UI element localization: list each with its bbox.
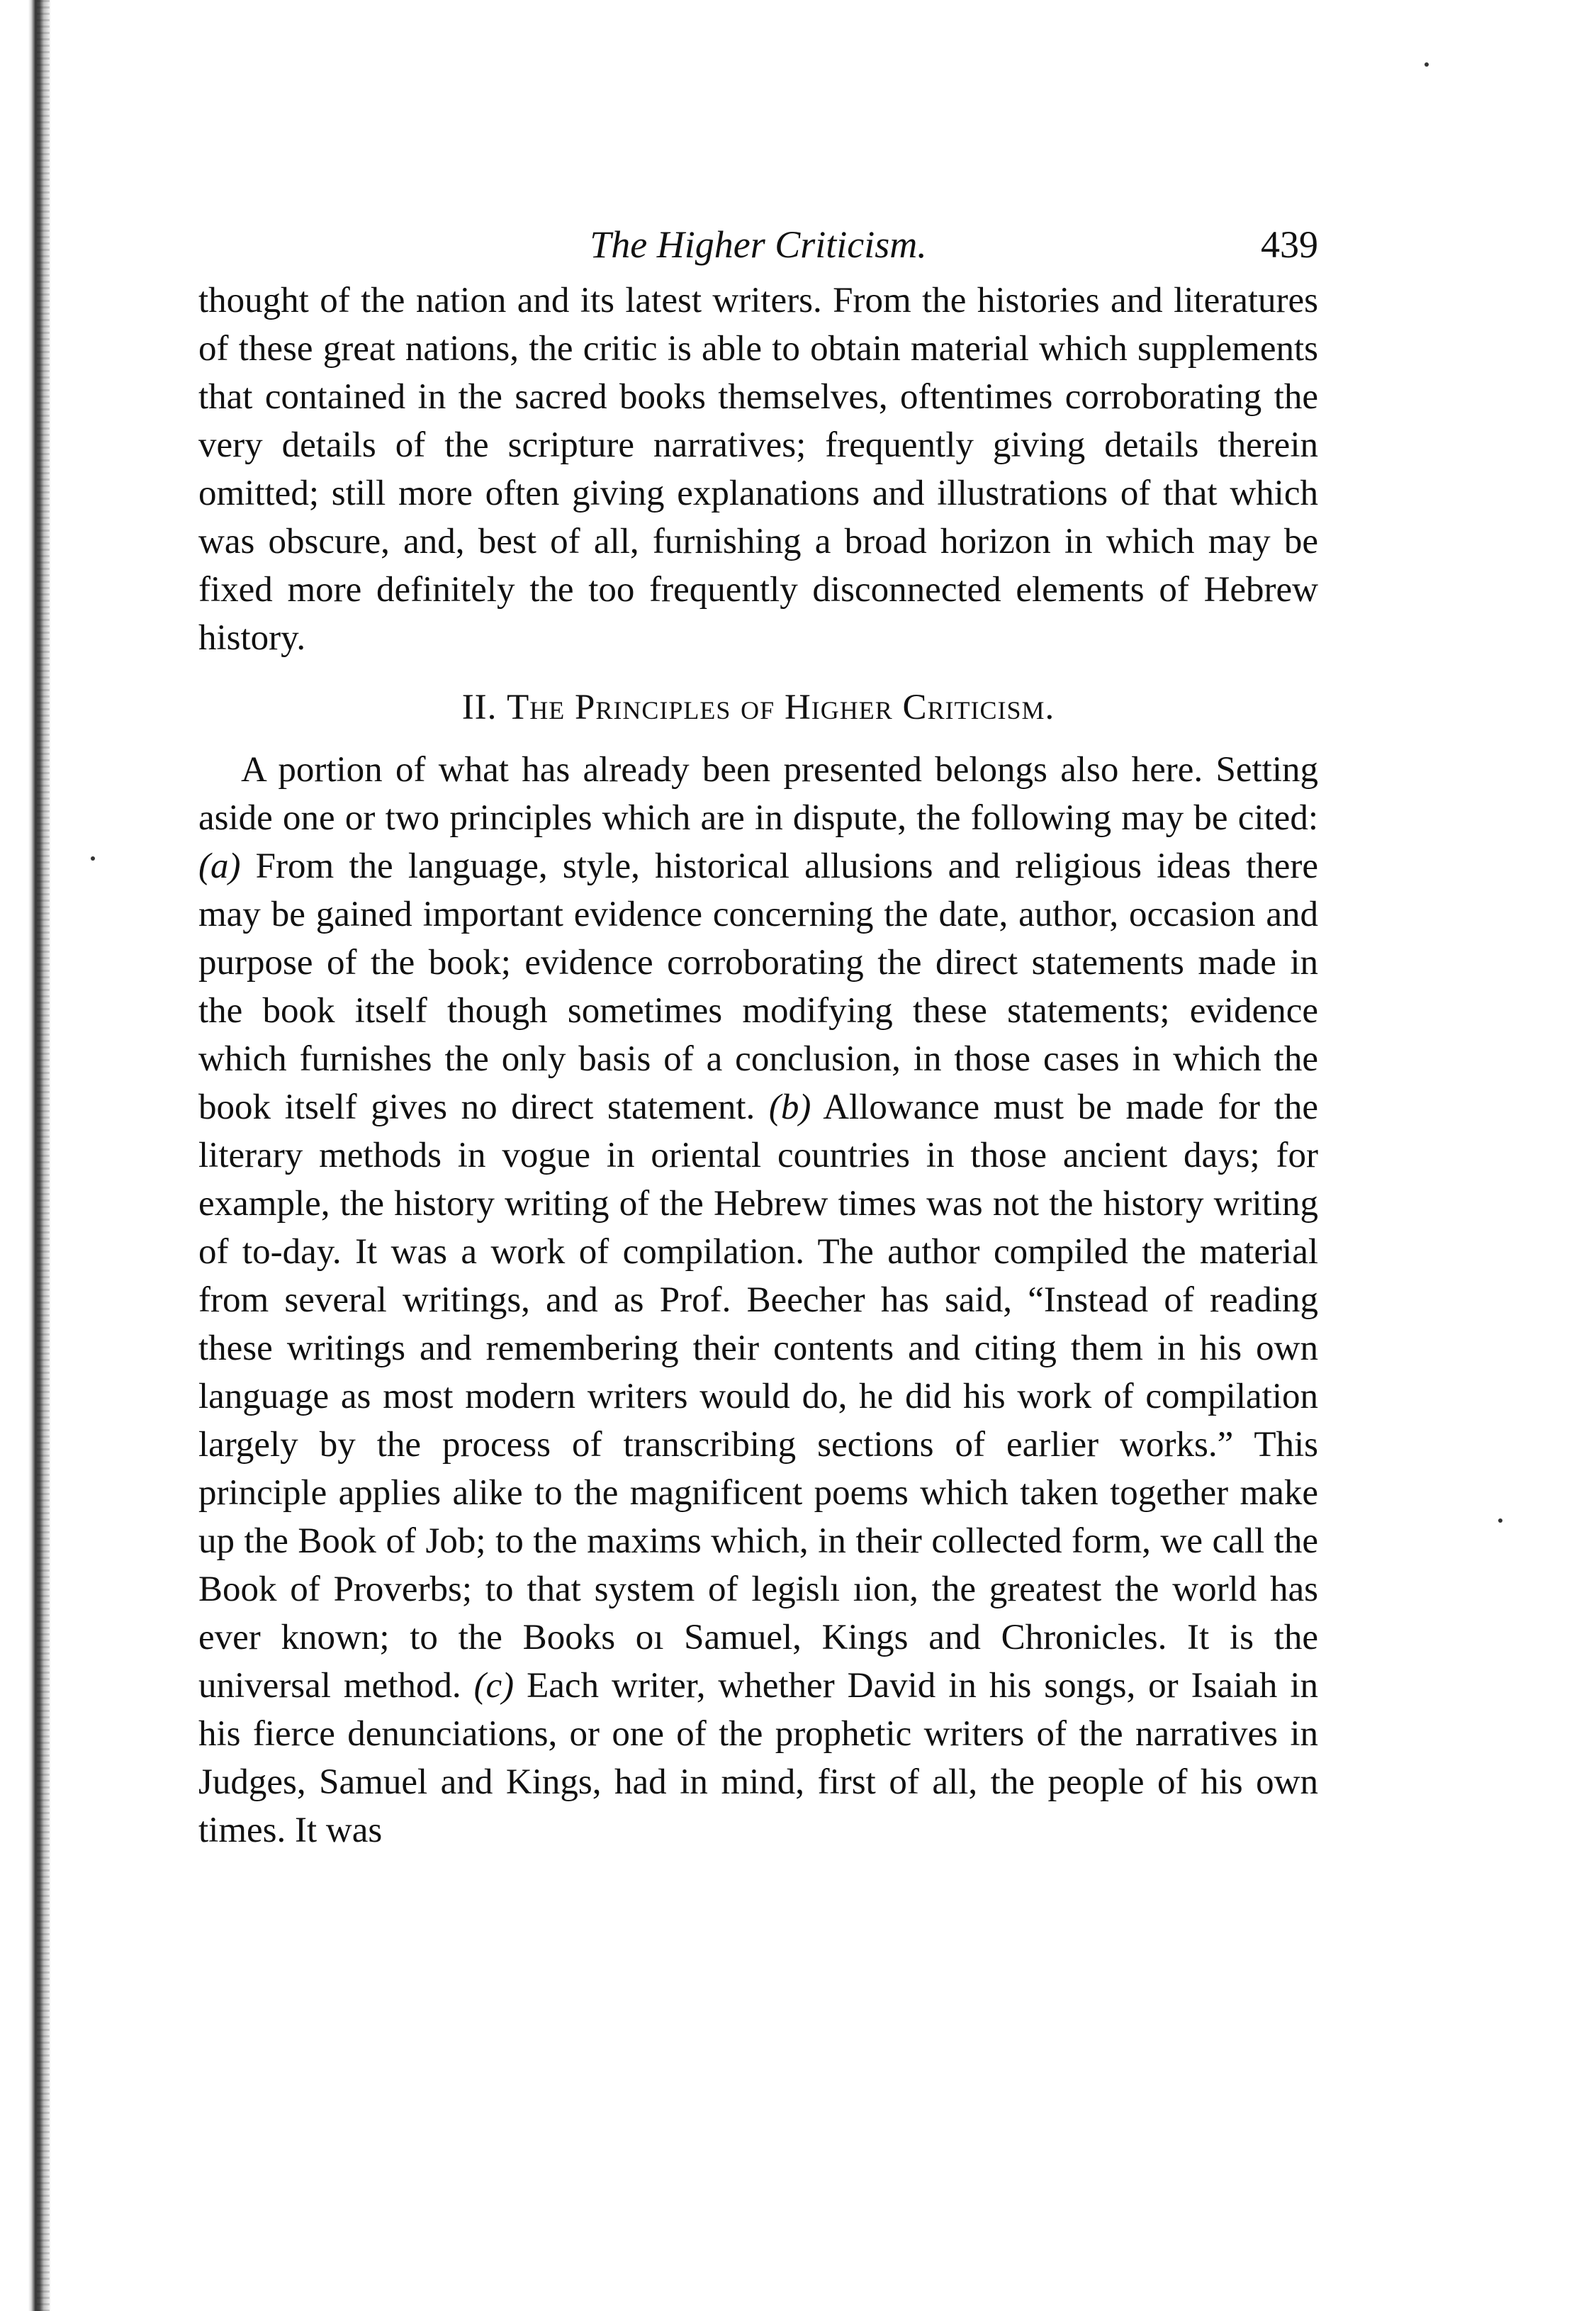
paragraph-text-segment: From the language, style, historical allusions and religious ideas there may be gained important evidence concerning the date, author, occasion and purpose of the book; evidence corroborating the direct statements made in the book itself though sometimes modifying these statements; evidence which furnishes the only basis of a conclusion, in those cases in which the book itself gives no direct statement. [198, 846, 1318, 1127]
paragraph-principles [198, 746, 1318, 1854]
book-page [198, 213, 1318, 1854]
paragraph-text-segment: Allowance must be made for the literary methods in vogue in oriental countries in those ancient days; for example, the history writing of the Hebrew times was not the history writing of to-day. It was a work of compilation. The author compiled the material from several writings, and as Prof. Beecher has said, “Instead of reading these writings and remembering their contents and citing them in his own language as most modern writers would do, he did his work of compilation largely by the process of transcribing sections of earlier works.” This principle applies alike to the magnificent poems which taken together make up the Book of Job; to the maxims which, in their collected form, we call the Book of Proverbs; to that system of legislı ıion, the greatest the world has ever known; to the Books oı Samuel, Kings and Chronicles. It is the universal method. [198, 1087, 1318, 1706]
list-marker-b: (b) [768, 1087, 811, 1127]
list-marker-c: (c) [473, 1666, 515, 1706]
paragraph-text-segment: Each writer, whether David in his songs, or Isaiah in his fierce denunciations, or one of the prophetic writers of the narratives in Judges, Samuel and Kings, had in mind, first of all, the people of his own times. It was [198, 1666, 1318, 1850]
section-numeral: II. [461, 688, 498, 727]
paragraph-continuation: thought of the nation and its latest writers. From the histories and literatures of these great nations, the critic is able to obtain material which supplements that contained in the sacred books themselves, oftentimes corroborating the very details of the scripture narratives; frequently giving details therein omitted; still more often giving explanations and illustrations of that which was obscure, and, best of all, furnishing a broad horizon in which may be fixed more definitely the too frequently disconnected elements of Hebrew history. [198, 281, 1318, 658]
scan-speck [1498, 1518, 1502, 1523]
scan-speck [1424, 62, 1429, 67]
page-number: 439 [1261, 223, 1318, 266]
section-title: The Principles of Higher Criticism. [507, 688, 1055, 727]
body-text [198, 276, 1318, 1854]
scan-speck [91, 856, 95, 861]
paragraph-text-segment: A portion of what has already been presented belongs also here. Setting aside one or two principles which are in dispute, the following may be cited: [198, 750, 1318, 838]
page-binding-edge [0, 0, 78, 2311]
running-head [198, 213, 1318, 276]
section-heading [198, 683, 1318, 732]
list-marker-a: (a) [198, 846, 241, 886]
running-head-title: The Higher Criticism. [590, 223, 927, 266]
